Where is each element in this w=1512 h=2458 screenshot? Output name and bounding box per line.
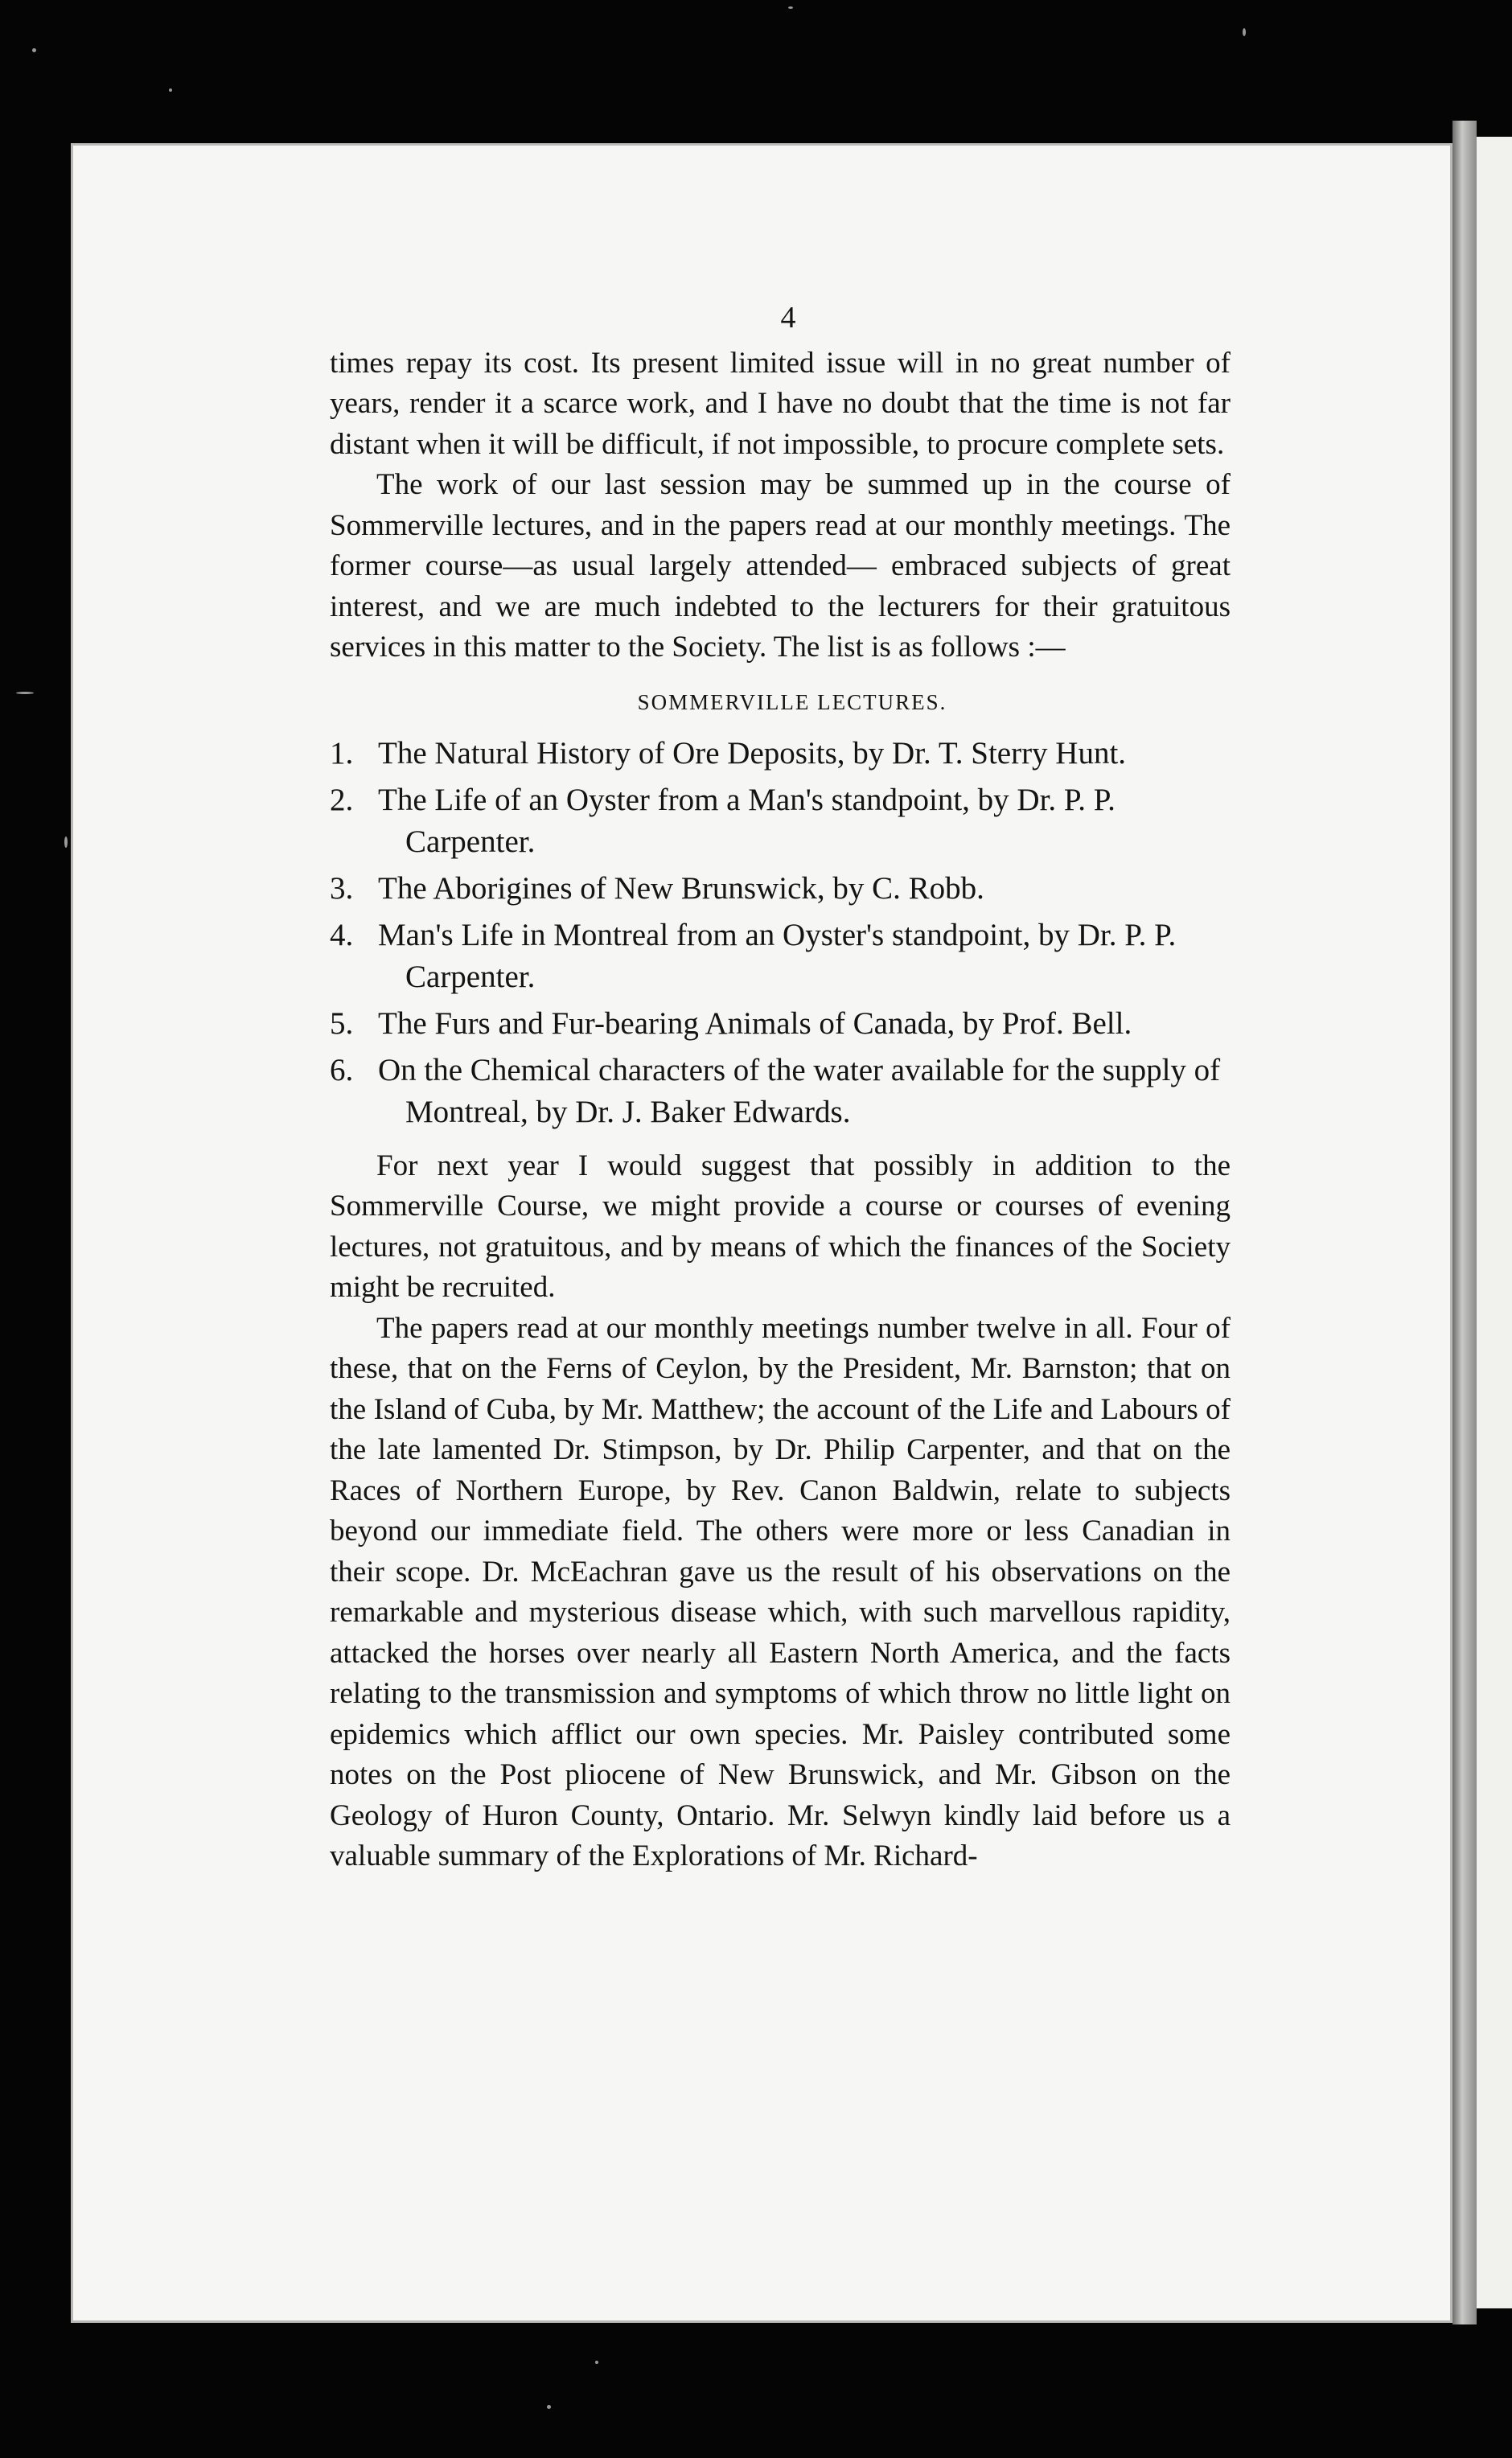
lecture-number: 5.	[330, 1005, 354, 1041]
scan-speck	[32, 48, 36, 52]
lecture-number: 4.	[330, 917, 354, 952]
lecture-number: 3.	[330, 870, 354, 906]
lecture-item	[330, 779, 1231, 863]
lecture-number: 1.	[330, 735, 354, 771]
lecture-text: On the Chemical characters of the water available for the supply of Montreal, by Dr. J. Baker Edwards.	[378, 1052, 1221, 1129]
lectures-heading: SOMMERVILLE LECTURES.	[637, 689, 947, 714]
intro-paragraph: times repay its cost. Its present limited issue will in no great number of years, render it a scarce work, and I have no doubt that the time is not far distant when it will be difficult, if not impossible, to procure complete sets.	[330, 346, 1231, 461]
scan-speck	[595, 2361, 598, 2364]
lecture-number: 6.	[330, 1052, 354, 1087]
scan-speck	[169, 88, 172, 92]
closing-paragraph: The papers read at our monthly meetings number twelve in all. Four of these, that on the Ferns of Ceylon, by the President, Mr. Barnston; that on the Island of Cuba, by Mr. Matthew; the account of the Life and Labours of the late lamented Dr. Stimpson, by Dr. Philip Carpenter, and that on the Races of Northern Europe, by Rev. Canon Baldwin, relate to subjects beyond our immediate field. The others were more or less Canadian in their scope. Dr. McEachran gave us the result of his observations on the remarkable and mysterious disease which, with such marvellous rapidity, attacked the horses over nearly all Eastern North America, and the facts relating to the transmission and symptoms of which throw no little light on epidemics which afflict our own species. Mr. Paisley contributed some notes on the Post pliocene of New Brunswick, and Mr. Gibson on the Geology of Huron County, Ontario. Mr. Selwyn kindly laid before us a valuable summary of the Explorations of Mr. Richard-	[330, 1311, 1231, 1872]
page-text	[330, 298, 1231, 1877]
lecture-item	[330, 1050, 1231, 1133]
page-number: 4	[780, 301, 796, 335]
lecture-item	[330, 1003, 1231, 1045]
lecture-text: The Life of an Oyster from a Man's standpoint, by Dr. P. P. Carpenter.	[378, 782, 1116, 859]
scan-speck	[64, 836, 68, 848]
scan-speck	[16, 692, 34, 694]
scan-speck	[788, 6, 793, 9]
lecture-text: The Aborigines of New Brunswick, by C. Robb.	[378, 870, 984, 906]
intro-paragraph: The work of our last session may be summed up in the course of Sommerville lectures, and in the papers read at our monthly meetings. The former course—as usual largely attended— embraced subjects of great interest, and we are much indebted to the lecturers for their gratuitous services in this matter to the Society. The list is as follows :—	[330, 468, 1231, 664]
lecture-text: The Natural History of Ore Deposits, by Dr. T. Sterry Hunt.	[378, 735, 1127, 771]
closing-paragraph: For next year I would suggest that possibly in addition to the Sommerville Course, we might provide a course or courses of evening lectures, not gratuitous, and by means of which the finances of the Society might be recruited.	[330, 1149, 1231, 1304]
lecture-text: The Furs and Fur-bearing Animals of Canada, by Prof. Bell.	[378, 1005, 1132, 1041]
lecture-text: Man's Life in Montreal from an Oyster's standpoint, by Dr. P. P. Carpenter.	[378, 917, 1177, 994]
lecture-item	[330, 868, 1231, 910]
lecture-item	[330, 915, 1231, 998]
lecture-number: 2.	[330, 782, 354, 817]
adjacent-page-edge	[1477, 137, 1512, 2308]
scan-speck	[1243, 28, 1246, 36]
page-edge-shadow	[1452, 121, 1477, 2324]
lectures-list	[330, 733, 1231, 1133]
lecture-item	[330, 733, 1231, 775]
scan-speck	[547, 2405, 551, 2409]
